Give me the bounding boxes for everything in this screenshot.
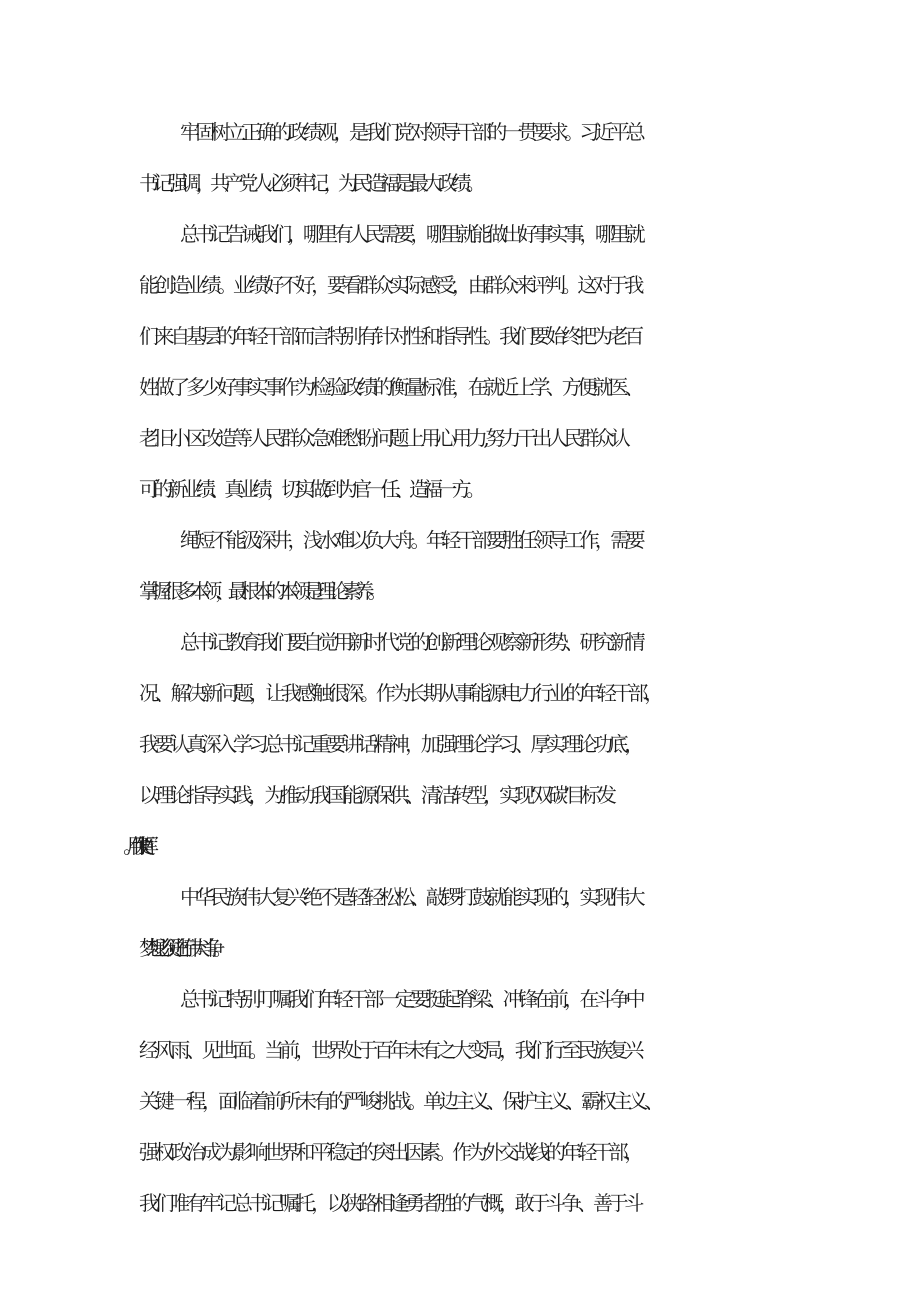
text-line: 总书记告诫我们，哪里有人民需要，哪里就能做出好事实事，哪里就: [180, 222, 641, 246]
text-line: 以理论指导实践，为推动我国能源保供、清洁转型，实现‘双碳’目标发: [139, 783, 613, 807]
text-line: 姓做了多少好事实事作为检验政绩的衡量标准，在就近上学、方便就医、: [139, 375, 640, 399]
text-line: 我们唯有牢记总书记嘱托，以狭路相逢勇者胜的气概，敢于斗争、善于斗: [139, 1191, 640, 1215]
text-line: 总书记教育我们要自觉用新时代党的创新理论观察新形势、研究新情: [180, 630, 641, 654]
text-line: 能创造业绩。业绩好不好，要看群众实际感受，由群众来评判。这对于我: [139, 273, 640, 297]
text-line: 绳短不能汲深井，浅水难以负大舟。年轻干部要胜任领导工作，需要: [180, 528, 641, 552]
text-line: 总书记特别叮嘱我们年轻干部一定要挺起脊梁、冲锋在前，在斗争中: [180, 987, 641, 1011]
text-line: 老旧小区改造等人民群众急难愁盼问题上用心用力,努力干出人民群众认: [139, 426, 627, 450]
text-line: 可的新业绩、真业绩，切实做到为官一任、造福一方。: [139, 477, 480, 501]
text-line: 经风雨、见世面。当前，世界处于百年未有之大变局，我们行至民族复兴: [139, 1038, 640, 1062]
text-line: 强权政治成为影响世界和平稳定的突出因素。作为外交战线的年轻干部，: [139, 1140, 640, 1164]
text-line: 我要认真深入学习总书记重要讲话精神，加强理论学习、厚实理论功底，: [139, 732, 640, 756]
text-line: 关键一程，面临着前所未有的严峻挑战。单边主义、保护主义、霸权主义、: [139, 1089, 660, 1113]
text-line: 梦想必须进行伟大斗争。: [139, 936, 220, 960]
text-line: 牢固树立正确的政绩观，是我们党对领导干部的一贯要求。习近平总: [180, 120, 641, 144]
text-line: [0, 831, 920, 861]
text-line: 况、解决新问题，让我感触很深。作为长期从事能源电力行业的年轻干部，: [139, 681, 660, 705]
text-line: 书记强调，共产党人必须牢记，为民造福是最大政绩。: [139, 171, 480, 195]
text-line: 掌握很多本领，最根本的本领是理论素养。: [139, 579, 380, 603]
text-line: 们来自基层的年轻干部而言特别有针对性和指导性。我们要始终把为老百: [139, 324, 640, 348]
text-line: 中华民族伟大复兴绝不是轻轻松松、敲锣打鼓就能实现的，实现伟大: [180, 885, 641, 909]
